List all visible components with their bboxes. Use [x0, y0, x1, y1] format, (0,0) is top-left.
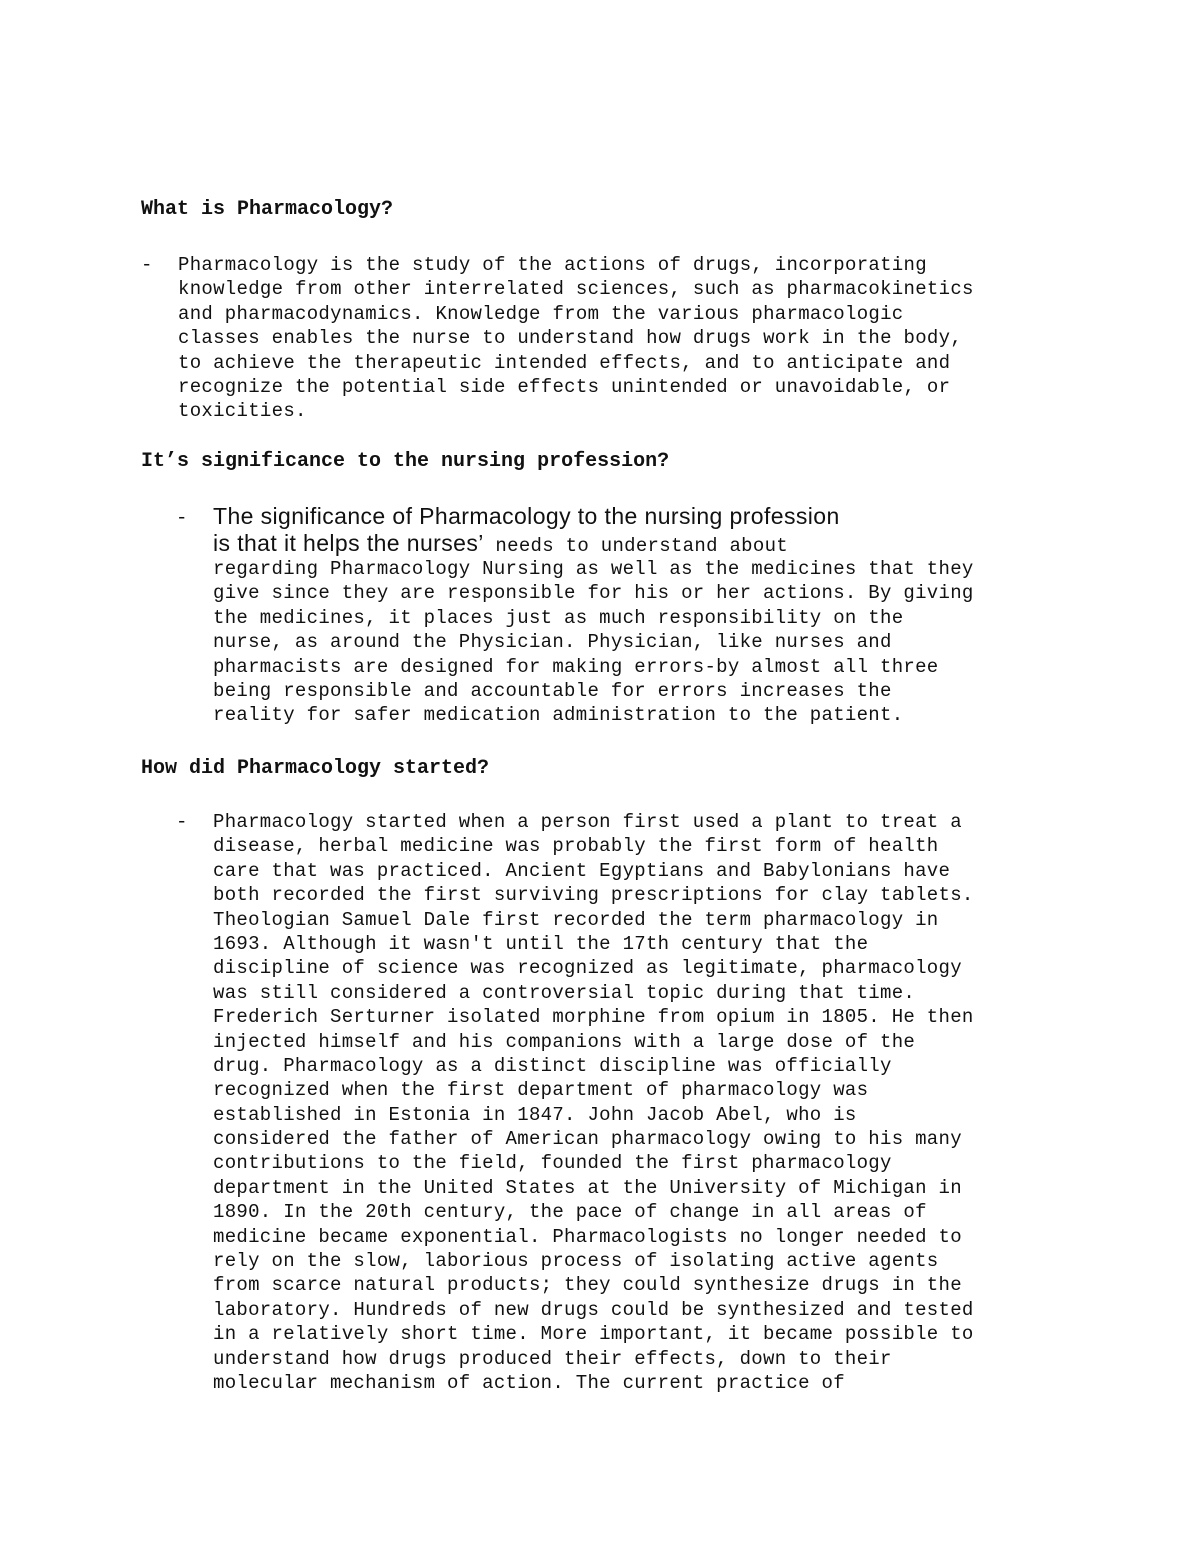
text-line: the medicines, it places just as much responsibility on the [213, 606, 904, 629]
text-line: and pharmacodynamics. Knowledge from the various pharmacologic [178, 302, 904, 325]
text-line: to achieve the therapeutic intended effects, and to anticipate and [178, 351, 951, 374]
text-line: medicine became exponential. Pharmacologists no longer needed to [213, 1225, 962, 1248]
heading-what-is-pharmacology: What is Pharmacology? [141, 198, 394, 221]
text-line: knowledge from other interrelated sciences, such as pharmacokinetics [178, 278, 974, 301]
text-large-part: is that it helps the nurses’ [213, 530, 484, 556]
text-line: Theologian Samuel Dale first recorded the term pharmacology in [213, 908, 939, 931]
text-line: reality for safer medication administration to the patient. [213, 704, 904, 727]
text-line: care that was practiced. Ancient Egyptians and Babylonians have [213, 859, 951, 882]
text-line: from scarce natural products; they could synthesize drugs in the [213, 1274, 962, 1297]
text-line: molecular mechanism of action. The current practice of [213, 1371, 845, 1394]
text-line: discipline of science was recognized as legitimate, pharmacology [213, 957, 962, 980]
heading-significance: It’s significance to the nursing profession? [141, 450, 670, 473]
text-line: 1693. Although it wasn't until the 17th century that the [213, 932, 869, 955]
text-line: contributions to the field, founded the first pharmacology [213, 1152, 892, 1175]
text-line: pharmacists are designed for making errors-by almost all three [213, 655, 939, 678]
text-line-mixed [213, 530, 974, 557]
text-line: 1890. In the 20th century, the pace of change in all areas of [213, 1201, 927, 1224]
text-line: was still considered a controversial topic during that time. [213, 981, 916, 1004]
text-line: drug. Pharmacology as a distinct discipline was officially [213, 1054, 892, 1077]
paragraph-significance [213, 503, 974, 728]
text-line: rely on the slow, laborious process of isolating active agents [213, 1250, 939, 1273]
paragraph-history [213, 810, 974, 1395]
text-line: recognize the potential side effects unintended or unavoidable, or [178, 375, 951, 398]
heading-how-started: How did Pharmacology started? [141, 757, 490, 780]
text-line: in a relatively short time. More important, it became possible to [213, 1323, 974, 1346]
text-line: nurse, as around the Physician. Physician, like nurses and [213, 631, 892, 654]
text-line: Pharmacology started when a person first used a plant to treat a [213, 811, 962, 833]
text-line: toxicities. [178, 400, 307, 423]
text-line: regarding Pharmacology Nursing as well as the medicines that they [213, 558, 974, 580]
paragraph-definition [178, 253, 974, 424]
bullet-dash: - [176, 507, 188, 529]
text-line-large: The significance of Pharmacology to the nursing profession [213, 503, 840, 529]
text-line: disease, herbal medicine was probably the first form of health [213, 835, 939, 858]
text-line: injected himself and his companions with a large dose of the [213, 1030, 916, 1053]
bullet-dash: - [141, 254, 153, 276]
text-line: laboratory. Hundreds of new drugs could be synthesized and tested [213, 1298, 974, 1321]
bullet-dash: - [176, 811, 188, 833]
text-line: being responsible and accountable for errors increases the [213, 679, 892, 702]
text-line: give since they are responsible for his or her actions. By giving [213, 582, 974, 605]
text-mono-part: needs to understand about [483, 535, 788, 557]
text-line: considered the father of American pharmacology owing to his many [213, 1128, 962, 1151]
text-line: recognized when the first department of pharmacology was [213, 1079, 869, 1102]
text-line: both recorded the first surviving prescriptions for clay tablets. [213, 884, 974, 907]
text-line: classes enables the nurse to understand how drugs work in the body, [178, 327, 963, 350]
text-line: Pharmacology is the study of the actions of drugs, incorporating [178, 254, 927, 276]
text-line: Frederich Serturner isolated morphine from opium in 1805. He then [213, 1006, 974, 1029]
text-line: department in the United States at the University of Michigan in [213, 1176, 962, 1199]
text-line: understand how drugs produced their effects, down to their [213, 1347, 892, 1370]
text-line: established in Estonia in 1847. John Jacob Abel, who is [213, 1103, 857, 1126]
